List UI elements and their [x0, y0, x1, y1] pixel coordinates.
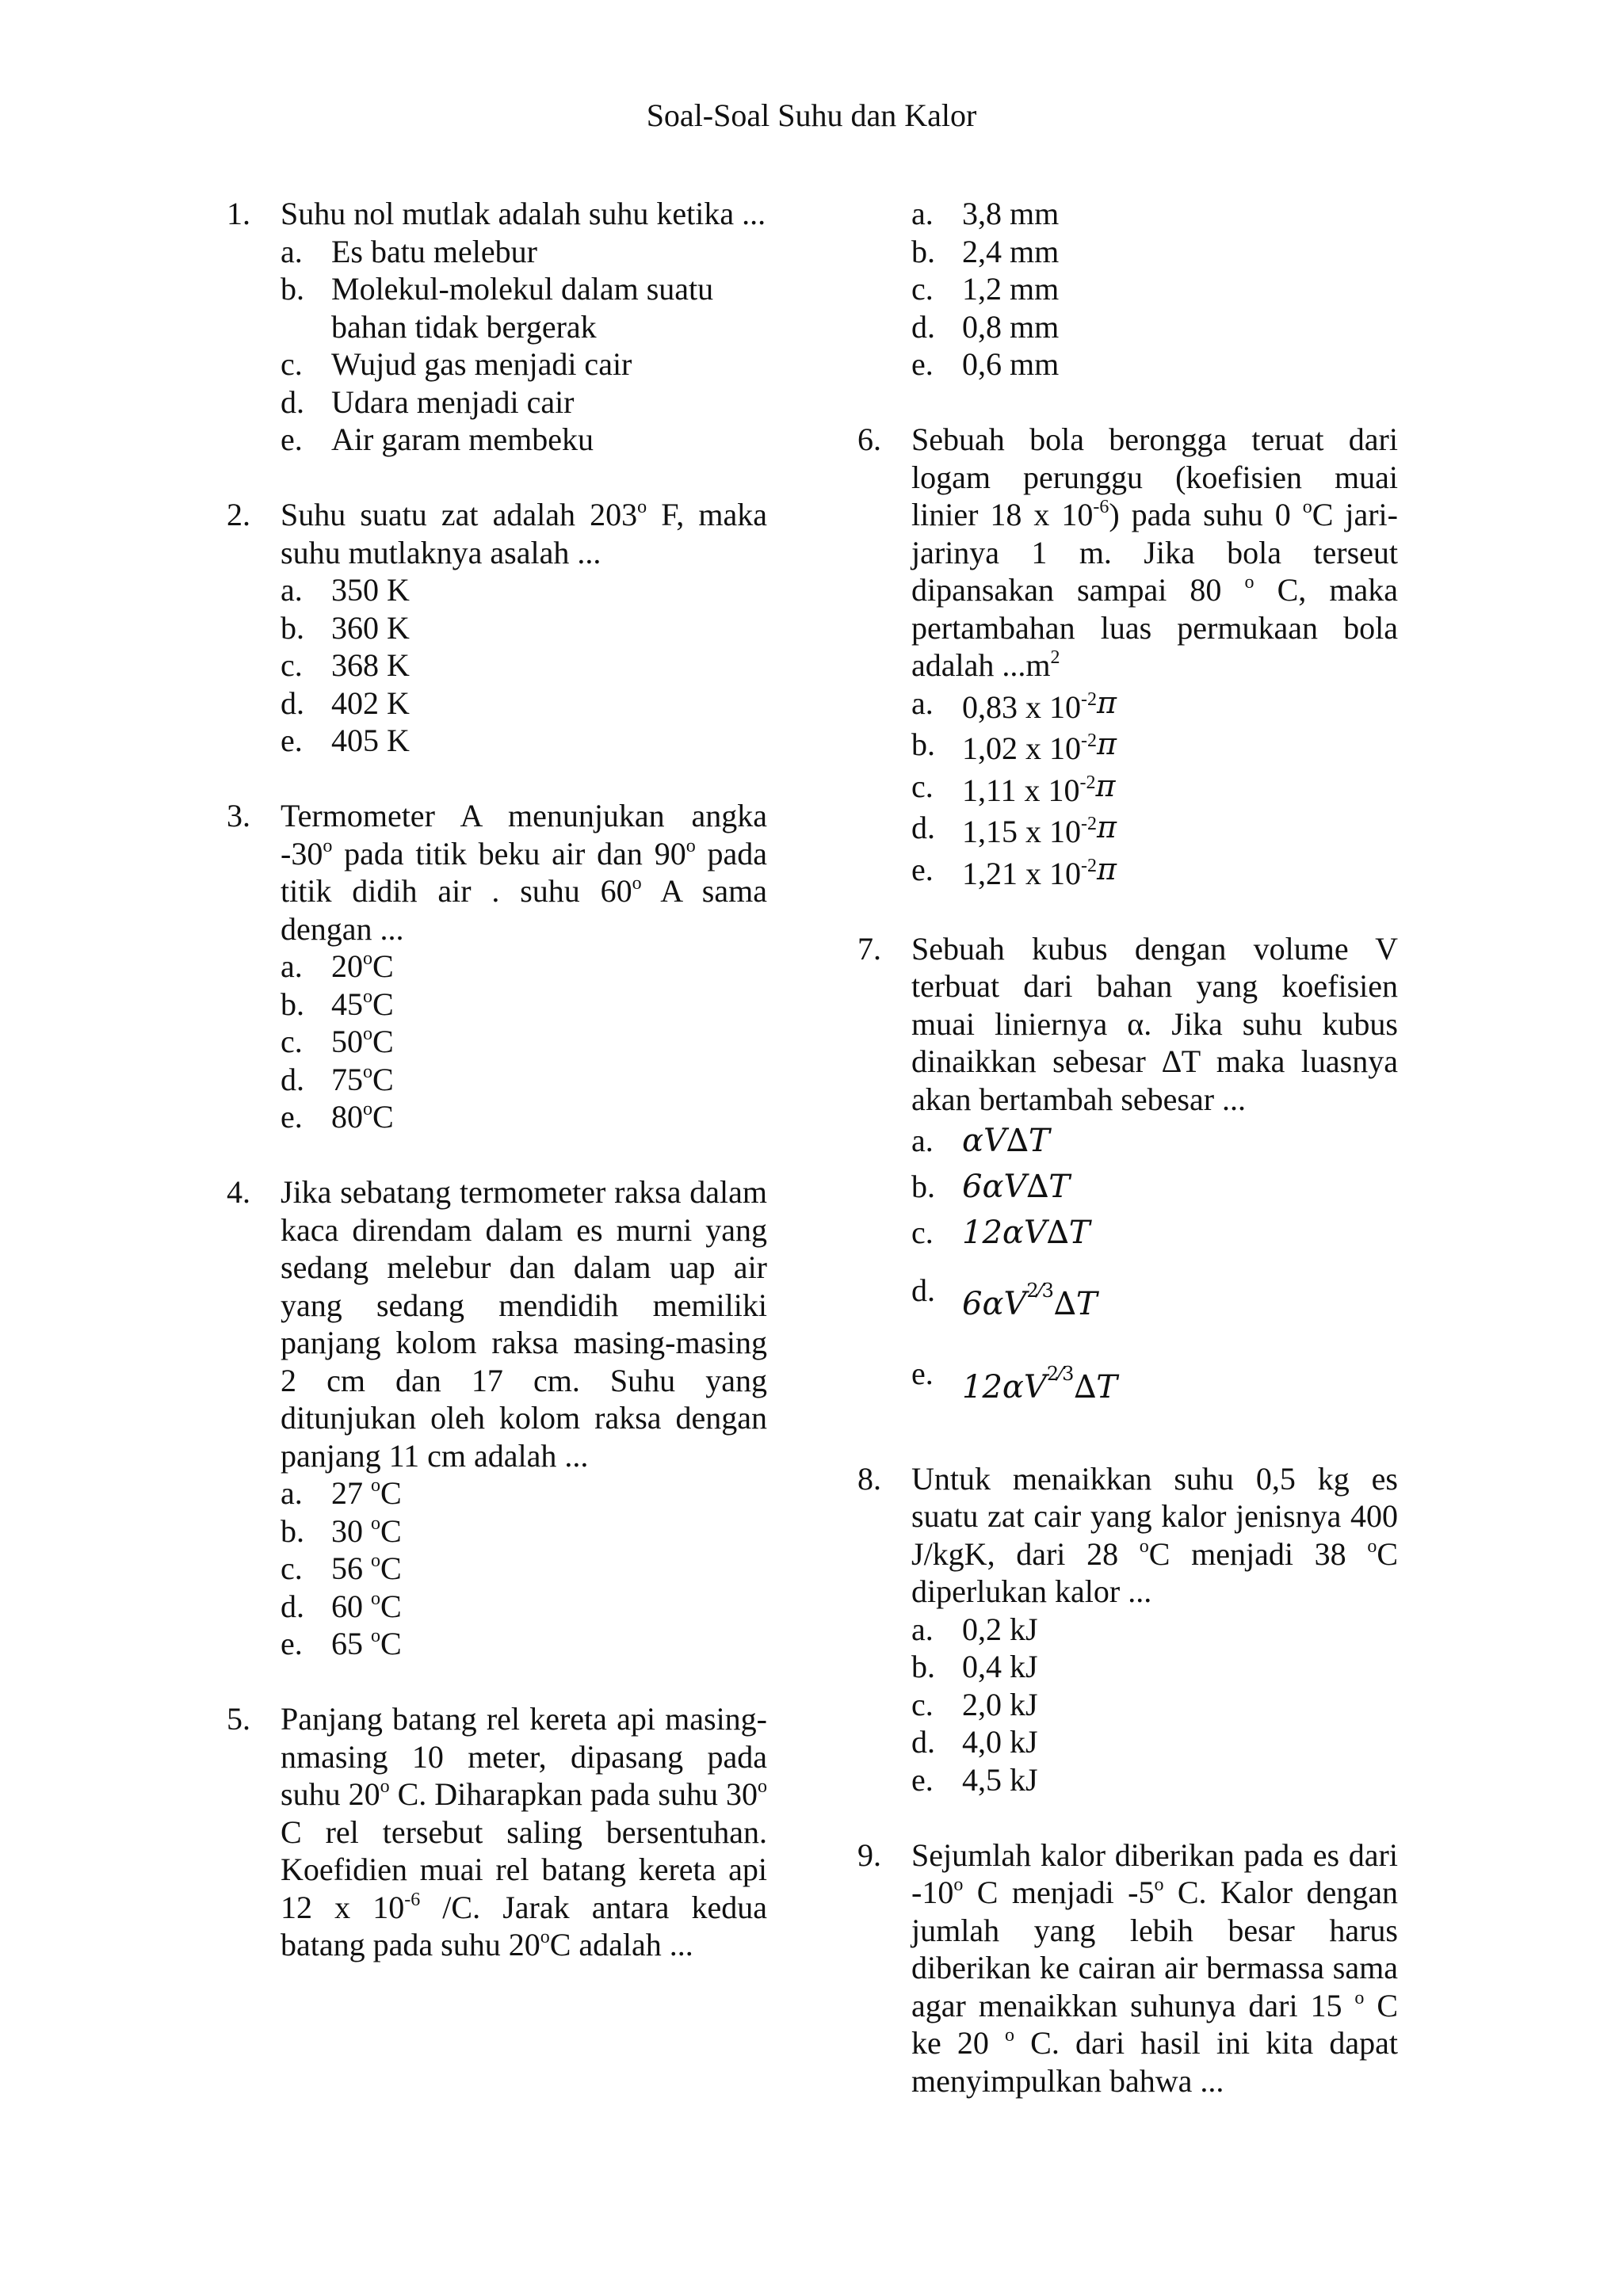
option-text: 405 K: [331, 723, 410, 758]
question-number: 7.: [857, 930, 881, 967]
option-unit: C: [372, 986, 394, 1022]
stem-text: Sebuah bola berongga teruat dari logam perunggu (koefisien muai linier 18 x 10: [911, 421, 1398, 532]
question-stem: Jika sebatang termometer raksa dalam kaca direndam dalam es murni yang sedang melebur dan dalam uap air yang sedang mendidih memiliki panjang kolom raksa masing-masing 2 cm dan 17 cm. Suhu yang ditunjukan oleh kolom raksa dengan panjang 11 cm adalah ...: [281, 1174, 767, 1474]
option-label: a.: [911, 1123, 934, 1158]
stem-text: Sejumlah kalor diberikan pada es dari -10: [911, 1836, 1398, 1910]
option-label: d.: [281, 1061, 304, 1097]
option-label: c.: [281, 346, 303, 382]
stem-text: C. Diharapkan pada suhu 30: [389, 1776, 758, 1812]
stem-text: ) pada suhu 0: [1109, 497, 1291, 532]
exponent: -2: [1081, 730, 1097, 751]
option-value: 1,11 x 10: [962, 772, 1080, 808]
option-value: 50: [331, 1024, 363, 1059]
question-number: 5.: [227, 1701, 250, 1737]
option-label: d.: [281, 383, 304, 420]
question-2: [227, 496, 767, 760]
option-text: 3,8 mm: [962, 196, 1060, 231]
question-number: 2.: [227, 497, 250, 532]
option-label: e.: [281, 1099, 303, 1135]
option-c: [281, 1023, 767, 1061]
option-label: c.: [911, 1215, 934, 1250]
pi-symbol: π: [1097, 685, 1117, 720]
question-8: [857, 1460, 1398, 1799]
option-formula: [962, 1363, 1117, 1405]
option-label: b.: [911, 727, 935, 762]
exponent: 2: [1050, 647, 1060, 668]
option-formula: [962, 1169, 1070, 1205]
option-c: [911, 270, 1398, 308]
formula-coefficient: 6: [962, 1286, 983, 1322]
degree-sign: o: [363, 1024, 372, 1044]
degree-sign: o: [632, 873, 642, 894]
stem-text: Suhu suatu zat adalah 203: [281, 497, 638, 532]
question-stem: [281, 797, 767, 948]
option-b: [911, 233, 1398, 271]
option-b: [911, 1648, 1398, 1686]
option-formula: [962, 1215, 1090, 1251]
option-label: a.: [911, 196, 934, 231]
question-stem: [281, 496, 767, 571]
option-c: [281, 646, 767, 685]
degree-sign: o: [1354, 1987, 1365, 2008]
option-label: a.: [281, 948, 303, 984]
option-d: [911, 1723, 1398, 1761]
option-e: [911, 1339, 1398, 1422]
pi-symbol: π: [1097, 727, 1117, 761]
option-label: b.: [911, 233, 935, 269]
option-b: [911, 726, 1398, 768]
degree-sign: o: [685, 835, 696, 856]
option-text: 350 K: [331, 572, 410, 608]
question-stem: [281, 1700, 767, 1964]
stem-text: Termometer A menunjukan angka -30: [281, 798, 767, 871]
option-label: d.: [281, 1588, 304, 1624]
degree-sign: o: [371, 1626, 380, 1646]
option-list: [281, 571, 767, 760]
option-text: Molekul-molekul dalam suatu bahan tidak bergerak: [331, 271, 714, 345]
stem-text: F, maka suhu mutlaknya asalah ...: [281, 497, 767, 570]
option-list: [911, 1118, 1398, 1422]
option-value: 80: [331, 1099, 363, 1135]
option-value: 56: [331, 1550, 363, 1586]
option-text: 368 K: [331, 647, 410, 683]
stem-text: A sama dengan ...: [281, 873, 767, 947]
option-e: [911, 345, 1398, 383]
formula-expression: αV∆T: [1002, 1215, 1090, 1251]
option-label: e.: [281, 723, 303, 758]
option-b: [911, 1164, 1398, 1210]
option-unit: C: [372, 948, 394, 984]
option-text: 0,2 kJ: [962, 1611, 1038, 1647]
stem-text: Untuk menaikkan suhu 0,5 kg es suatu zat cair yang kalor jenisnya 400 J/kgK, dari 28: [911, 1460, 1398, 1572]
option-label: c.: [911, 271, 934, 307]
option-text: 2,4 mm: [962, 233, 1060, 269]
option-a: [281, 571, 767, 609]
option-e: [281, 1625, 767, 1663]
question-9: [857, 1836, 1398, 2100]
question-number: 6.: [857, 421, 881, 457]
option-e: [911, 1761, 1398, 1799]
formula-expression: ∆T: [1053, 1286, 1098, 1322]
option-label: a.: [911, 685, 934, 721]
question-number: 4.: [227, 1174, 250, 1210]
degree-sign: o: [371, 1588, 380, 1609]
formula-expression: ∆T: [1074, 1369, 1117, 1405]
option-label: d.: [281, 685, 304, 721]
option-label: a.: [281, 572, 303, 608]
option-label: b.: [281, 986, 304, 1022]
stem-text: C menjadi 38: [1148, 1535, 1346, 1572]
question-stem: [911, 421, 1398, 685]
formula-coefficient: 12: [962, 1369, 1002, 1405]
option-unit: C: [380, 1475, 402, 1511]
option-list: [281, 948, 767, 1136]
stem-text: C diperlukan kalor ...: [911, 1535, 1398, 1609]
option-label: e.: [911, 851, 934, 887]
question-3: [227, 797, 767, 1136]
right-column: [857, 195, 1398, 2138]
option-label: e.: [281, 1626, 303, 1661]
exponent: -2: [1079, 772, 1096, 793]
option-text: 402 K: [331, 685, 410, 721]
option-c: [911, 1686, 1398, 1724]
option-label: b.: [911, 1649, 935, 1684]
option-a: [911, 1118, 1398, 1164]
option-value: 30: [331, 1512, 363, 1549]
option-unit: C: [380, 1512, 402, 1549]
option-label: a.: [911, 1611, 934, 1647]
question-1: [227, 195, 767, 459]
degree-sign: o: [323, 835, 333, 856]
degree-sign: o: [371, 1512, 380, 1534]
option-a: [911, 1611, 1398, 1649]
option-label: c.: [911, 1686, 934, 1722]
option-label: d.: [911, 1724, 935, 1760]
left-column: [227, 195, 767, 2001]
degree-sign: o: [1139, 1535, 1149, 1557]
degree-sign: o: [363, 948, 372, 969]
option-unit: C: [372, 1099, 394, 1135]
option-text: 2,0 kJ: [962, 1686, 1038, 1722]
option-list: [911, 1611, 1398, 1799]
question-6: [857, 421, 1398, 892]
option-c: [911, 1210, 1398, 1256]
option-a: [281, 948, 767, 986]
degree-sign: o: [371, 1475, 380, 1496]
degree-sign: o: [540, 1927, 550, 1947]
degree-sign: o: [953, 1875, 964, 1895]
option-label: e.: [281, 421, 303, 457]
degree-sign: o: [380, 1776, 390, 1797]
stem-text: C adalah ...: [549, 1927, 693, 1962]
option-a: [281, 1474, 767, 1512]
question-number: 9.: [857, 1836, 881, 1873]
formula-expression: αV: [982, 1286, 1027, 1322]
question-stem: [911, 1460, 1398, 1611]
degree-sign: o: [1005, 2025, 1015, 2046]
stem-text: C ke 20: [911, 1987, 1398, 2061]
option-unit: C: [380, 1626, 402, 1661]
degree-sign: o: [363, 1061, 372, 1082]
option-text: 0,8 mm: [962, 308, 1060, 345]
pi-symbol: π: [1097, 810, 1117, 845]
option-value: 1,21 x 10: [962, 855, 1081, 891]
option-label: d.: [911, 810, 935, 845]
degree-sign: o: [637, 497, 647, 517]
option-label: a.: [281, 233, 303, 269]
question-number: 3.: [227, 798, 250, 833]
stem-text: pada titik didih air . suhu 60: [281, 835, 767, 909]
stem-text: C jari-jarinya 1 m. Jika bola terseut dipansakan sampai 80: [911, 497, 1398, 608]
formula-expression: αV: [1002, 1369, 1047, 1405]
formula-exponent: 2⁄3: [1026, 1280, 1054, 1302]
option-unit: C: [380, 1588, 402, 1624]
option-label: d.: [911, 1272, 935, 1308]
option-text: 1,2 mm: [962, 271, 1060, 307]
option-c: [281, 1550, 767, 1588]
option-text: 0,4 kJ: [962, 1649, 1038, 1684]
option-list: [911, 685, 1398, 893]
option-label: c.: [911, 768, 934, 804]
option-d: [281, 685, 767, 723]
option-label: e.: [911, 1761, 934, 1798]
option-value: 20: [331, 948, 363, 984]
exponent: -2: [1081, 814, 1097, 834]
option-b: [281, 609, 767, 647]
option-label: d.: [911, 308, 935, 345]
option-a: [281, 233, 767, 271]
formula-coefficient: 12: [962, 1215, 1002, 1251]
option-unit: C: [372, 1061, 394, 1097]
exponent: -6: [1093, 497, 1109, 517]
stem-text: /C. Jarak antara kedua batang pada suhu 20: [281, 1889, 767, 1962]
option-value: 1,15 x 10: [962, 814, 1081, 849]
stem-text: C rel tersebut saling bersentuhan. Koefidien muai rel batang kereta api 12 x 10: [281, 1814, 767, 1925]
option-text: Wujud gas menjadi cair: [331, 346, 632, 382]
degree-sign: o: [1244, 572, 1254, 593]
option-value: 27: [331, 1475, 363, 1511]
question-stem: Sebuah kubus dengan volume V terbuat dari bahan yang koefisien muai liniernya α. Jika suhu kubus dinaikkan sebesar ∆T maka luasnya akan bertambah sebesar ...: [911, 930, 1398, 1117]
option-text: 360 K: [331, 609, 410, 646]
degree-sign: o: [1154, 1875, 1164, 1895]
option-e: [911, 851, 1398, 893]
option-label: b.: [281, 609, 304, 646]
option-unit: C: [372, 1024, 394, 1059]
option-text: 0,6 mm: [962, 346, 1060, 382]
option-unit: C: [380, 1550, 402, 1586]
option-c: [281, 345, 767, 383]
question-4: [227, 1173, 767, 1663]
question-5: [227, 1700, 767, 1964]
option-e: [281, 722, 767, 760]
option-list: [281, 1474, 767, 1663]
formula-expression: αV∆T: [962, 1123, 1050, 1159]
exponent: -6: [404, 1889, 421, 1910]
question-5-options: [857, 195, 1398, 383]
option-d: [911, 308, 1398, 346]
option-d: [281, 1588, 767, 1626]
option-value: 45: [331, 986, 363, 1022]
formula-coefficient: 6: [962, 1169, 983, 1205]
question-stem: [911, 1836, 1398, 2100]
question-number: 8.: [857, 1460, 881, 1497]
option-formula: [962, 1280, 1098, 1322]
document-title: Soal-Soal Suhu dan Kalor: [646, 97, 977, 133]
degree-sign: o: [1367, 1535, 1377, 1557]
stem-text: C menjadi -5: [963, 1875, 1155, 1910]
option-d: [281, 383, 767, 421]
option-text: Air garam membeku: [331, 421, 594, 457]
option-value: 65: [331, 1626, 363, 1661]
exponent: -2: [1081, 855, 1097, 876]
question-stem: Suhu nol mutlak adalah suhu ketika ...: [281, 196, 766, 231]
option-label: b.: [911, 1169, 935, 1204]
option-b: [281, 1512, 767, 1550]
option-b: [281, 270, 767, 345]
formula-expression: αV∆T: [982, 1169, 1070, 1205]
option-text: Es batu melebur: [331, 233, 537, 269]
option-label: b.: [281, 1512, 304, 1549]
option-label: c.: [281, 1024, 303, 1059]
option-e: [281, 1098, 767, 1136]
degree-sign: o: [363, 986, 372, 1007]
option-text: Udara menjadi cair: [331, 383, 575, 420]
option-list: [911, 195, 1398, 383]
degree-sign: o: [1302, 497, 1312, 517]
question-number: 1.: [227, 196, 250, 231]
option-text: 4,5 kJ: [962, 1761, 1038, 1798]
option-label: e.: [911, 1356, 934, 1391]
stem-text: C. Kalor dengan jumlah yang lebih besar harus diberikan ke cairan air bermassa sama agar menaikkan suhunya dari 15: [911, 1875, 1398, 2023]
option-d: [281, 1061, 767, 1099]
option-value: 1,02 x 10: [962, 730, 1081, 766]
stem-text: C. dari hasil ini kita dapat menyimpulkan bahwa ...: [911, 2025, 1398, 2099]
stem-text: pada titik beku air dan 90: [332, 835, 686, 871]
option-formula: [962, 1123, 1050, 1159]
option-list: [281, 233, 767, 459]
option-value: 60: [331, 1588, 363, 1624]
option-d: [911, 809, 1398, 851]
option-c: [911, 768, 1398, 810]
degree-sign: o: [371, 1550, 380, 1571]
degree-sign: o: [363, 1099, 372, 1119]
degree-sign: o: [758, 1776, 767, 1797]
question-7: [857, 930, 1398, 1423]
stem-text: Panjang batang rel kereta api masing-nmasing 10 meter, dipasang pada suhu 20: [281, 1701, 767, 1812]
option-label: b.: [281, 271, 304, 307]
option-value: 75: [331, 1061, 363, 1097]
option-value: 0,83 x 10: [962, 688, 1081, 725]
option-e: [281, 421, 767, 459]
exponent: -2: [1081, 688, 1097, 710]
pi-symbol: π: [1095, 768, 1116, 803]
option-label: e.: [911, 346, 934, 382]
option-b: [281, 986, 767, 1024]
stem-text: C, maka pertambahan luas permukaan bola adalah ...m: [911, 572, 1398, 683]
option-label: a.: [281, 1475, 303, 1511]
option-label: c.: [281, 647, 303, 683]
formula-exponent: 2⁄3: [1046, 1363, 1075, 1385]
option-a: [911, 195, 1398, 233]
pi-symbol: π: [1097, 851, 1117, 887]
option-a: [911, 685, 1398, 727]
option-text: 4,0 kJ: [962, 1724, 1038, 1760]
option-d: [911, 1256, 1398, 1339]
option-label: c.: [281, 1550, 303, 1586]
